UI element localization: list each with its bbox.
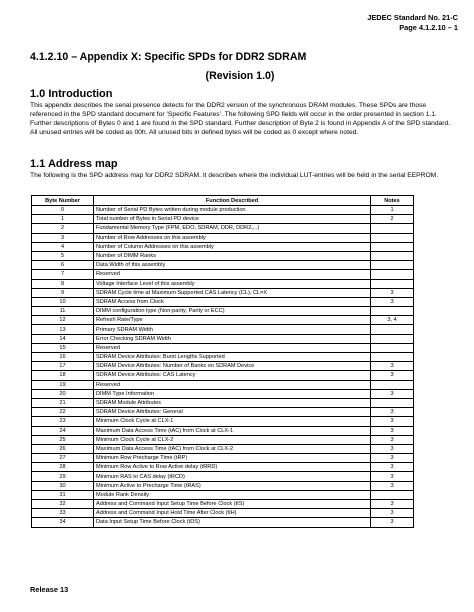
- byte-number-cell: 34: [32, 518, 94, 527]
- byte-number-cell: 23: [32, 417, 94, 426]
- byte-number-cell: 15: [32, 343, 94, 352]
- table-row: [32, 417, 414, 426]
- byte-number-cell: 17: [32, 362, 94, 371]
- function-cell: Minimum RAS to CAS delay (tRCD): [94, 472, 371, 481]
- notes-cell: 3: [371, 481, 414, 490]
- function-cell: Data Width of this assembly: [94, 261, 371, 270]
- table-row: [32, 481, 414, 490]
- byte-number-cell: 5: [32, 251, 94, 260]
- function-cell: Voltage Interface Level of this assembly: [94, 279, 371, 288]
- notes-cell: 3: [371, 408, 414, 417]
- table-row: [32, 288, 414, 297]
- byte-number-cell: 18: [32, 371, 94, 380]
- byte-number-cell: 7: [32, 270, 94, 279]
- function-cell: Minimum Clock Cycle at CLX-1: [94, 417, 371, 426]
- function-cell: Maximum Data Access Time (tAC) from Clock at CLX-1: [94, 426, 371, 435]
- table-row: [32, 343, 414, 352]
- function-cell: SDRAM Device Attributes: Number of Banks on SDRAM Device: [94, 362, 371, 371]
- notes-cell: 3: [371, 509, 414, 518]
- table-row: [32, 353, 414, 362]
- byte-number-cell: 24: [32, 426, 94, 435]
- table-row: [32, 215, 414, 224]
- byte-number-cell: 9: [32, 288, 94, 297]
- table-row: [32, 509, 414, 518]
- function-cell: Error Checking SDRAM Width: [94, 334, 371, 343]
- table-body: [32, 206, 414, 528]
- byte-number-cell: 10: [32, 297, 94, 306]
- column-header-notes: Notes: [371, 196, 414, 206]
- notes-cell: [371, 270, 414, 279]
- function-cell: DIMM configuration type (Non-parity, Parity or ECC): [94, 307, 371, 316]
- notes-cell: [371, 353, 414, 362]
- notes-cell: 3: [371, 417, 414, 426]
- byte-number-cell: 25: [32, 435, 94, 444]
- function-cell: Number of Serial PD Bytes written during module production: [94, 206, 371, 215]
- function-cell: SDRAM Module Attributes: [94, 398, 371, 407]
- notes-cell: [371, 334, 414, 343]
- byte-number-cell: 27: [32, 454, 94, 463]
- page-header: [367, 13, 458, 33]
- notes-cell: 3: [371, 500, 414, 509]
- function-cell: SDRAM Device Attributes: Burst Lengths Supported: [94, 353, 371, 362]
- function-cell: Minimum Row Precharge Time (tRP): [94, 454, 371, 463]
- function-cell: SDRAM Device Attributes: CAS Latency: [94, 371, 371, 380]
- function-cell: Reserved: [94, 380, 371, 389]
- function-cell: SDRAM Access from Clock: [94, 297, 371, 306]
- notes-cell: [371, 251, 414, 260]
- byte-number-cell: 2: [32, 224, 94, 233]
- notes-cell: 3, 4: [371, 316, 414, 325]
- notes-cell: 3: [371, 518, 414, 527]
- byte-number-cell: 8: [32, 279, 94, 288]
- table-row: [32, 426, 414, 435]
- table-row: [32, 518, 414, 527]
- notes-cell: 3: [371, 472, 414, 481]
- table-row: [32, 307, 414, 316]
- byte-number-cell: 22: [32, 408, 94, 417]
- function-cell: Reserved: [94, 270, 371, 279]
- table-row: [32, 463, 414, 472]
- byte-number-cell: 3: [32, 233, 94, 242]
- notes-cell: [371, 307, 414, 316]
- column-header-function: Function Described: [94, 196, 371, 206]
- standard-number: JEDEC Standard No. 21-C: [367, 13, 458, 22]
- title-line-1: 4.1.2.10 – Appendix X: Specific SPDs for DDR2 SDRAM: [30, 51, 307, 63]
- notes-cell: [371, 490, 414, 499]
- byte-number-cell: 26: [32, 444, 94, 453]
- table-row: [32, 472, 414, 481]
- notes-cell: [371, 279, 414, 288]
- table-row: [32, 334, 414, 343]
- notes-cell: [371, 398, 414, 407]
- notes-cell: 1: [371, 206, 414, 215]
- table-row: [32, 408, 414, 417]
- byte-number-cell: 0: [32, 206, 94, 215]
- notes-cell: 3: [371, 454, 414, 463]
- notes-cell: 3: [371, 426, 414, 435]
- function-cell: Module Rank Density: [94, 490, 371, 499]
- byte-number-cell: 31: [32, 490, 94, 499]
- spd-address-table: [31, 195, 414, 528]
- table-row: [32, 398, 414, 407]
- table-row: [32, 500, 414, 509]
- function-cell: Refresh Rate/Type: [94, 316, 371, 325]
- function-cell: Minimum Row Active to Row Active delay (tRRD): [94, 463, 371, 472]
- notes-cell: 3: [371, 288, 414, 297]
- notes-cell: [371, 380, 414, 389]
- table-row: [32, 279, 414, 288]
- function-cell: Data Input Setup Time Before Clock (tDS): [94, 518, 371, 527]
- function-cell: SDRAM Cycle time at Maximum Supported CAS Latency (CL), CL=X: [94, 288, 371, 297]
- function-cell: Address and Command Input Hold Time After Clock (tIH): [94, 509, 371, 518]
- table-row: [32, 389, 414, 398]
- byte-number-cell: 30: [32, 481, 94, 490]
- table-row: [32, 454, 414, 463]
- table-row: [32, 242, 414, 251]
- table-row: [32, 233, 414, 242]
- function-cell: DIMM Type Information: [94, 389, 371, 398]
- byte-number-cell: 32: [32, 500, 94, 509]
- byte-number-cell: 6: [32, 261, 94, 270]
- function-cell: Reserved: [94, 343, 371, 352]
- address-map-heading: 1.1 Address map: [30, 158, 118, 170]
- table-row: [32, 224, 414, 233]
- byte-number-cell: 21: [32, 398, 94, 407]
- function-cell: Fundamental Memory Type (FPM, EDO, SDRAM, DDR, DDR2,...): [94, 224, 371, 233]
- introduction-heading: 1.0 Introduction: [30, 88, 113, 100]
- notes-cell: 3: [371, 362, 414, 371]
- function-cell: Primary SDRAM Width: [94, 325, 371, 334]
- byte-number-cell: 16: [32, 353, 94, 362]
- notes-cell: 3: [371, 435, 414, 444]
- table-row: [32, 270, 414, 279]
- notes-cell: [371, 325, 414, 334]
- notes-cell: 3: [371, 371, 414, 380]
- byte-number-cell: 4: [32, 242, 94, 251]
- document-title: [30, 51, 450, 83]
- function-cell: Number of Row Addresses on this assembly: [94, 233, 371, 242]
- notes-cell: [371, 224, 414, 233]
- byte-number-cell: 13: [32, 325, 94, 334]
- table-row: [32, 444, 414, 453]
- notes-cell: [371, 233, 414, 242]
- introduction-text: This appendix describes the serial presence detects for the DDR2 version of the synchronous DRAM modules. These SPDs are those referenced in the SPD standard document for ‘Specific Features’. The following SPD fields will occur in the order presented in section 1.1. Further descriptions of Bytes 0 and 1 are found in the SPD standard. Further description of Byte 2 is found in Appendix A of the SPD standard. All unused entries will be coded as 00h. All unused bits in defined bytes will be coded as 0 except where noted.: [30, 102, 451, 136]
- notes-cell: [371, 242, 414, 251]
- table-header-row: [32, 196, 414, 206]
- title-revision: (Revision 1.0): [205, 70, 275, 82]
- byte-number-cell: 33: [32, 509, 94, 518]
- byte-number-cell: 14: [32, 334, 94, 343]
- table-row: [32, 435, 414, 444]
- byte-number-cell: 1: [32, 215, 94, 224]
- function-cell: Minimum Clock Cycle at CLX-2: [94, 435, 371, 444]
- function-cell: Address and Command Input Setup Time Before Clock (tIS): [94, 500, 371, 509]
- table-row: [32, 325, 414, 334]
- table-row: [32, 316, 414, 325]
- notes-cell: 3: [371, 444, 414, 453]
- table-row: [32, 490, 414, 499]
- table-row: [32, 297, 414, 306]
- table-row: [32, 380, 414, 389]
- address-map-text: The following is the SPD address map for DDR2 SDRAM. It describes where the individual LUT-entries will be held in the serial EEPROM.: [30, 172, 439, 179]
- notes-cell: 3: [371, 463, 414, 472]
- byte-number-cell: 28: [32, 463, 94, 472]
- function-cell: Minimum Active to Precharge Time (tRAS): [94, 481, 371, 490]
- table-row: [32, 251, 414, 260]
- byte-number-cell: 19: [32, 380, 94, 389]
- function-cell: SDRAM Device Attributes: General: [94, 408, 371, 417]
- table-row: [32, 206, 414, 215]
- page-number: Page 4.1.2.10 – 1: [399, 23, 458, 32]
- byte-number-cell: 11: [32, 307, 94, 316]
- notes-cell: 2: [371, 215, 414, 224]
- notes-cell: 3: [371, 389, 414, 398]
- notes-cell: [371, 261, 414, 270]
- table-row: [32, 371, 414, 380]
- function-cell: Number of DIMM Ranks: [94, 251, 371, 260]
- release-label: Release 13: [30, 585, 69, 594]
- notes-cell: [371, 343, 414, 352]
- table-row: [32, 362, 414, 371]
- notes-cell: 3: [371, 297, 414, 306]
- column-header-byte: Byte Number: [32, 196, 94, 206]
- function-cell: Total number of Bytes in Serial PD device: [94, 215, 371, 224]
- byte-number-cell: 12: [32, 316, 94, 325]
- function-cell: Maximum Data Access Time (tAC) from Clock at CLX-2: [94, 444, 371, 453]
- table-row: [32, 261, 414, 270]
- byte-number-cell: 20: [32, 389, 94, 398]
- function-cell: Number of Column Addresses on this assembly: [94, 242, 371, 251]
- byte-number-cell: 29: [32, 472, 94, 481]
